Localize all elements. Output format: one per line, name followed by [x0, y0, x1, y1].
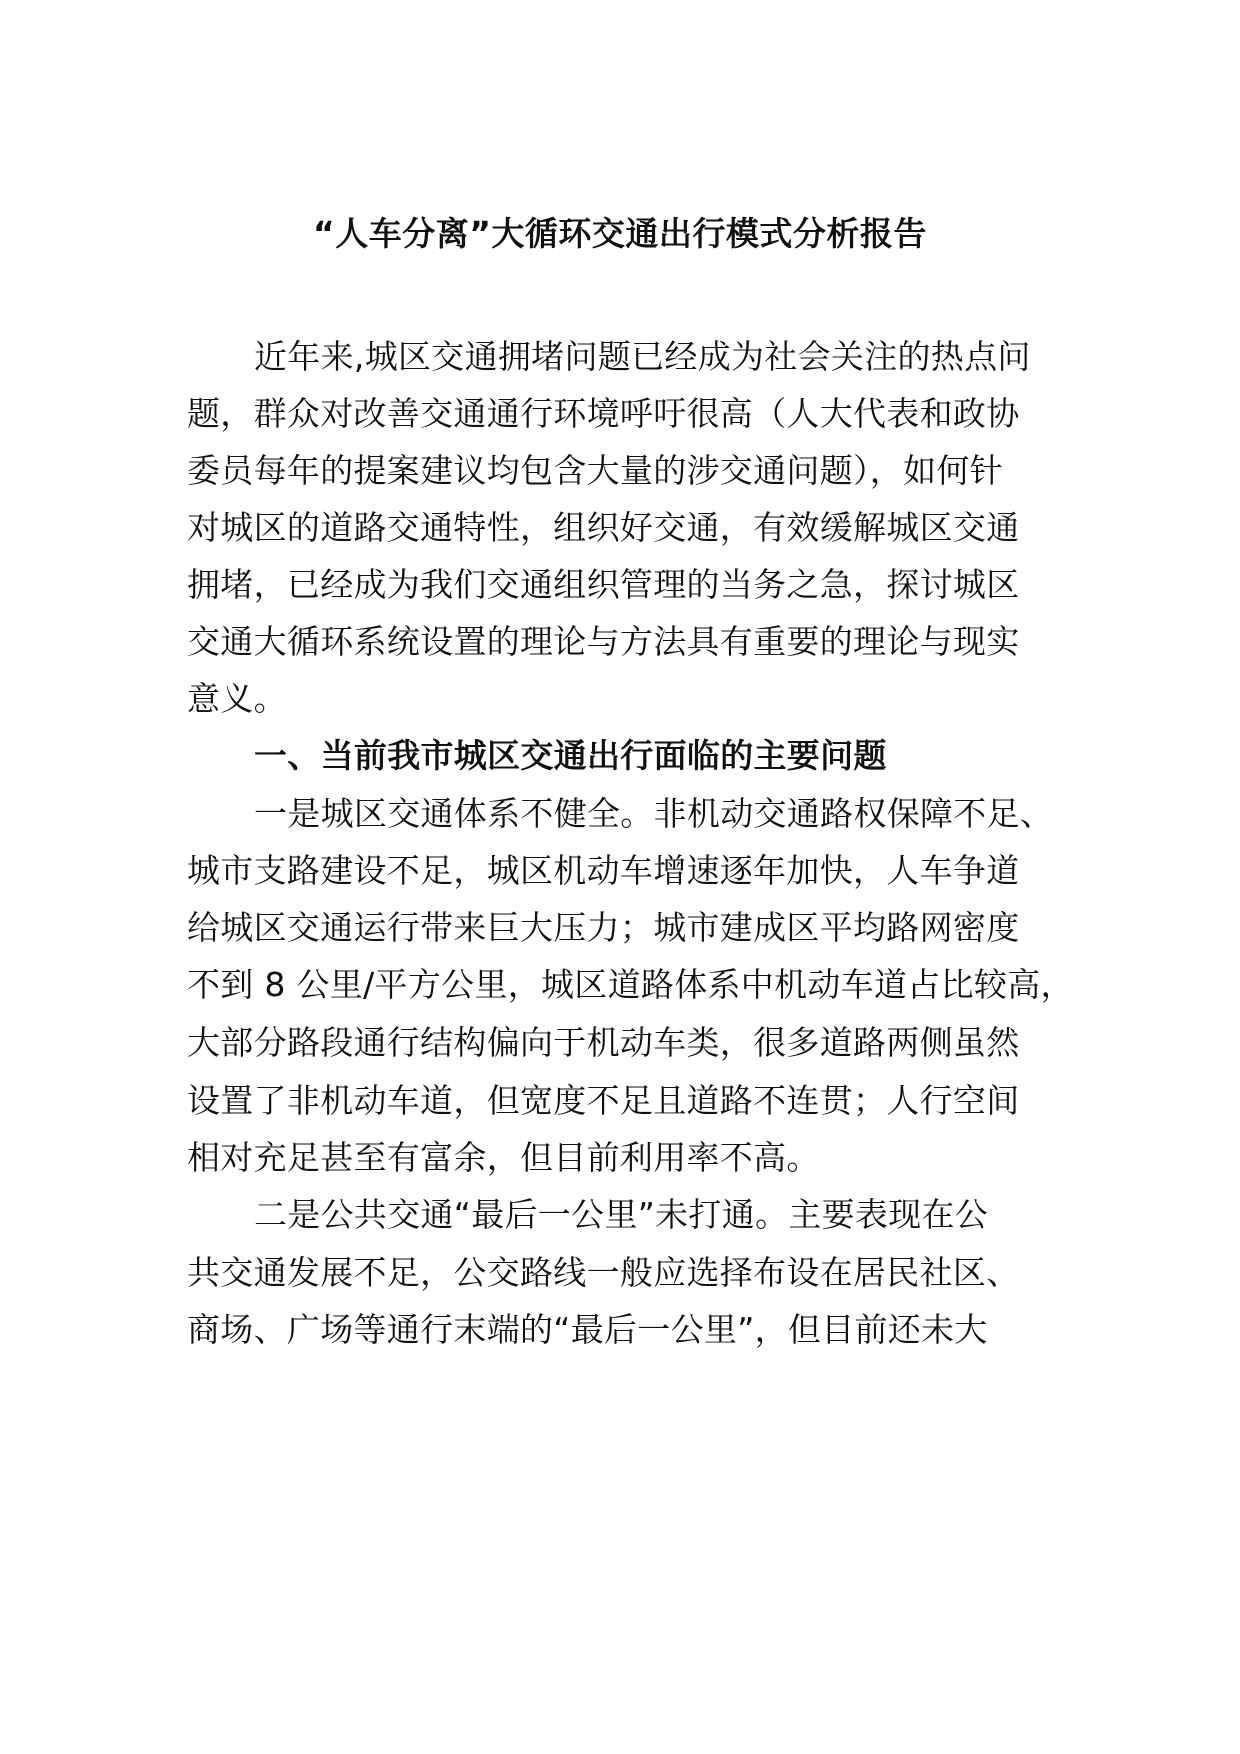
section-heading: 一、当前我市城区交通出行面临的主要问题	[254, 736, 887, 775]
paragraph-line: 城市支路建设不足，城区机动车增速逐年加快，人车争道	[187, 851, 1020, 890]
paragraph-line: 给城区交通运行带来巨大压力；城市建成区平均路网密度	[187, 908, 1020, 947]
paragraph-line: 对城区的道路交通特性，组织好交通，有效缓解城区交通	[187, 508, 1020, 547]
paragraph-line: 共交通发展不足，公交路线一般应选择布设在居民社区、	[187, 1253, 1020, 1292]
paragraph-line: 不到 8 公里/平方公里，城区道路体系中机动车道占比较高，	[187, 965, 1074, 1004]
paragraph-line: 题，群众对改善交通通行环境呼吁很高（人大代表和政协	[187, 394, 1020, 433]
paragraph-line: 交通大循环系统设置的理论与方法具有重要的理论与现实	[187, 622, 1020, 661]
paragraph-line: 商场、广场等通行末端的“最后一公里”，但目前还未大	[187, 1310, 988, 1349]
paragraph-line: 意义。	[187, 679, 287, 718]
paragraph-line: 大部分路段通行结构偏向于机动车类，很多道路两侧虽然	[187, 1023, 1020, 1062]
document-title: “人车分离”大循环交通出行模式分析报告	[313, 214, 927, 253]
paragraph-line: 近年来,城区交通拥堵问题已经成为社会关注的热点问	[254, 337, 1031, 376]
paragraph-line: 一是城区交通体系不健全。非机动交通路权保障不足、	[254, 794, 1054, 833]
paragraph-line: 相对充足甚至有富余，但目前利用率不高。	[187, 1138, 820, 1177]
paragraph-line: 委员每年的提案建议均包含大量的涉交通问题），如何针	[187, 451, 1003, 490]
paragraph-line: 拥堵，已经成为我们交通组织管理的当务之急，探讨城区	[187, 565, 1020, 604]
paragraph-line: 设置了非机动车道，但宽度不足且道路不连贯；人行空间	[187, 1081, 1020, 1120]
paragraph-line: 二是公共交通“最后一公里”未打通。主要表现在公	[254, 1195, 989, 1234]
